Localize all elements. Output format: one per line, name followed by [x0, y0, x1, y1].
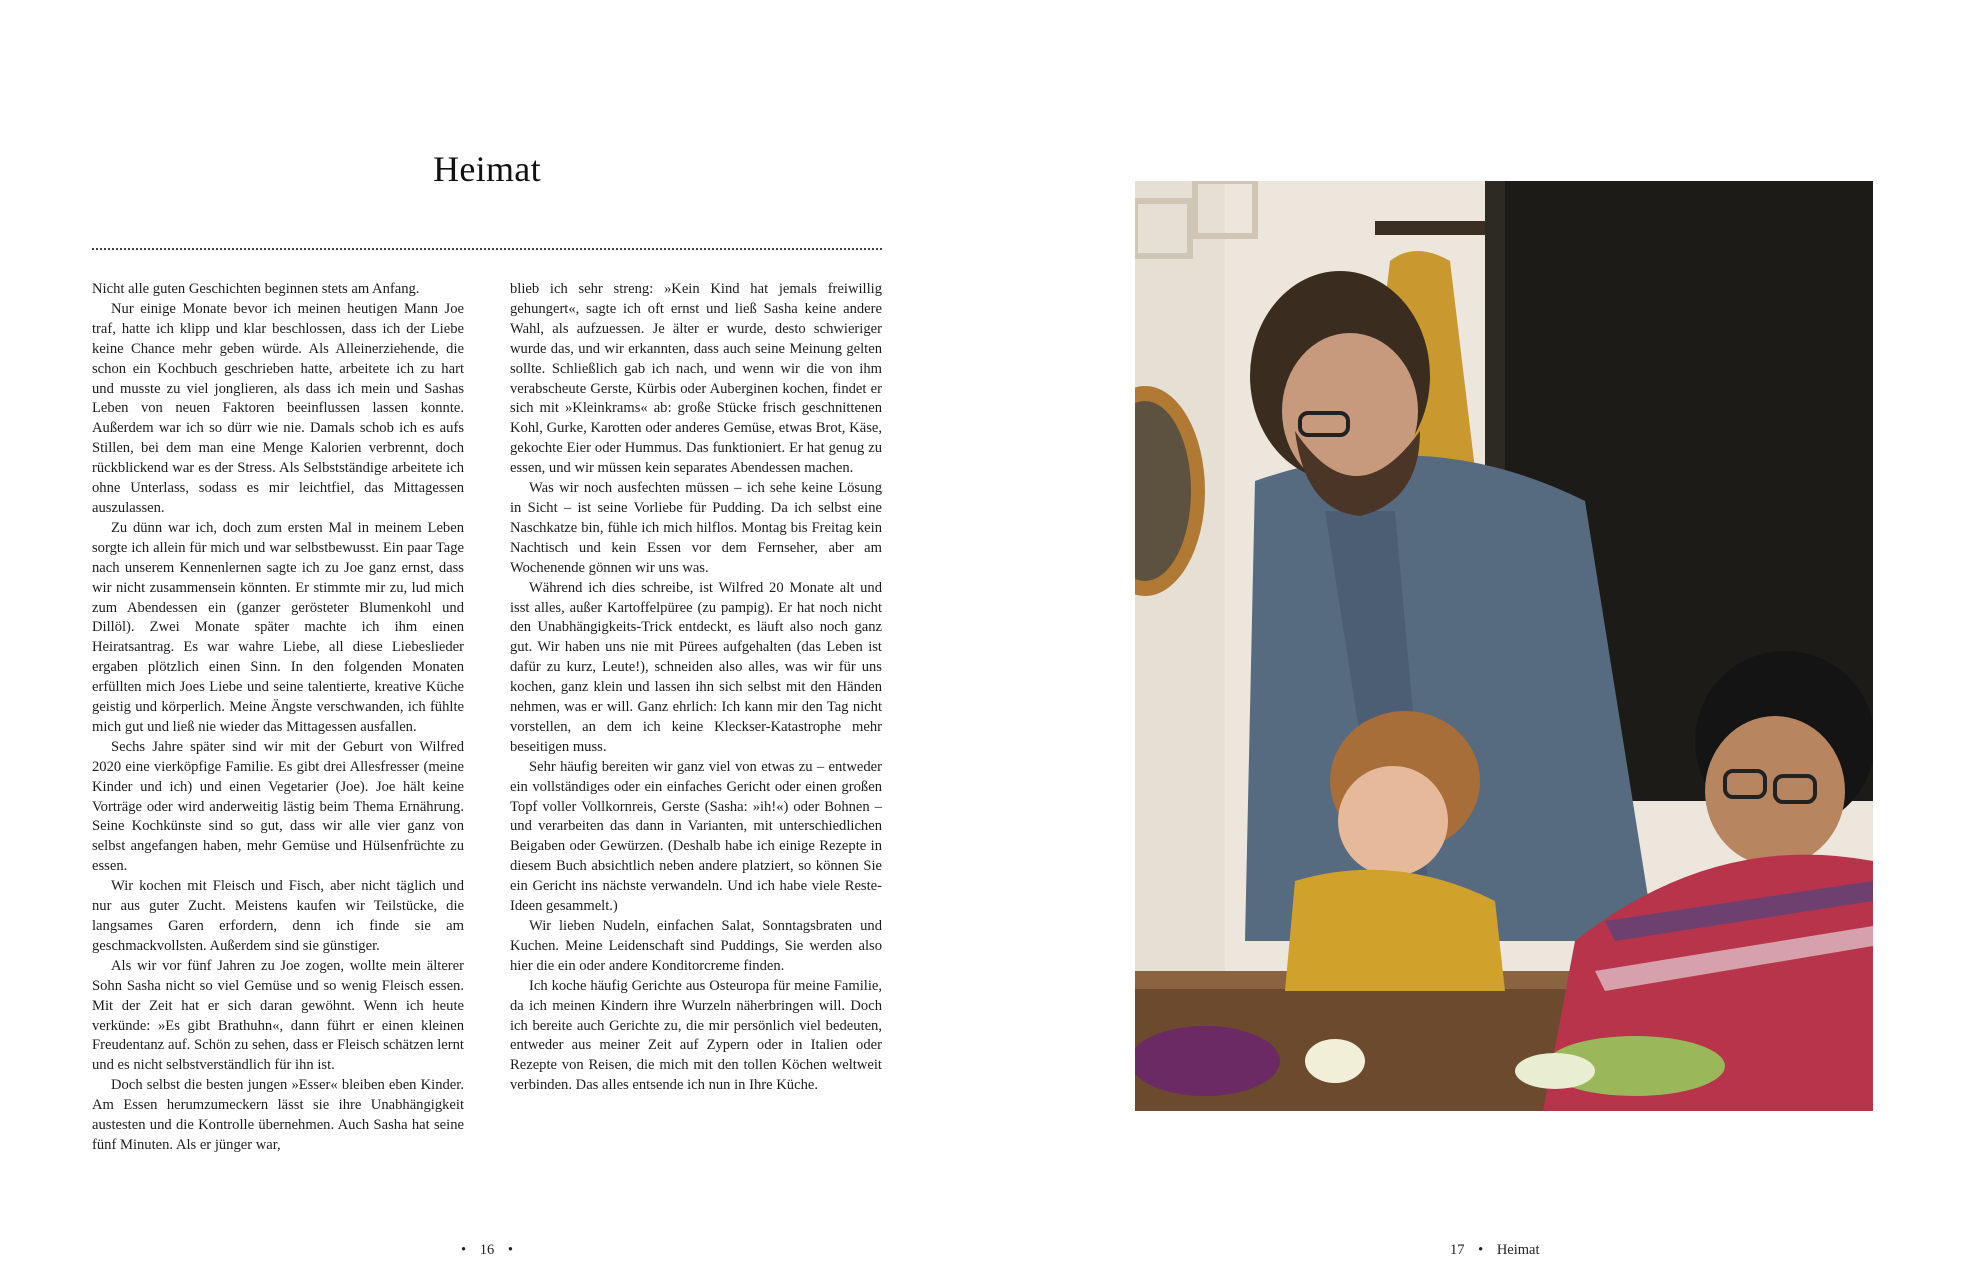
page-number: 17: [1450, 1242, 1465, 1258]
paragraph: Sechs Jahre später sind wir mit der Geburt von Wilfred 2020 eine vierköpfige Familie. Es gibt drei Allesfresser (meine Kinder und ich) und einen Vegetarier (Joe). Joe hält keine Vorträge oder wird anderweitig lästig beim Thema Ernährung. Seine Kochkünste sind so gut, dass wir alle vier ganz von selbst angefangen haben, mehr Gemüse und Hülsenfrüchte zu essen.: [92, 738, 464, 875]
folio-bullet: •: [1478, 1242, 1484, 1258]
page-number: 16: [479, 1242, 495, 1258]
page-title: Heimat: [433, 149, 541, 189]
paragraph: Wir kochen mit Fleisch und Fisch, aber nicht täglich und nur aus guter Zucht. Meistens kaufen wir Teilstücke, die langsames Garen erfordern, denn ich finde sie am geschmackvollsten. Außerdem sind sie günstiger.: [92, 878, 464, 954]
running-head: Heimat: [1496, 1242, 1540, 1258]
paragraph: Während ich dies schreibe, ist Wilfred 20 Monate alt und isst alles, außer Kartoffelpüree (zu pampig). Er hat noch nicht den Unabhängigkeits-Trick entdeckt, es läuft also noch ganz gut. Wir haben uns nie mit Pürees aufgehalten (das Leben ist dafür zu kurz, Leute!), schneiden also alles, was wir für uns kochen, ganz klein und lassen ihn sich selbst mit den Händen nehmen, was er will. Ganz ehrlich: Ich kann mir den Tag nicht vorstellen, an dem ich keine Kleckser-Katastrophe mehr beseitigen muss.: [510, 579, 882, 755]
paragraph: blieb ich sehr streng: »Kein Kind hat jemals freiwillig gehungert«, sagte ich oft ernst und ließ Sasha keine andere Wahl, als aufzuessen. Je älter er wurde, desto schwieriger wurde das, und wir erkannten, dass auch seine Meinung gelten sollte. Schließlich gab ich nach, und wenn wir die von ihm verabscheute Gerste, Kürbis oder Auberginen kochen, findet er sich mit »Kleinkrams« ab: große Stücke frisch geschnittenen Kohl, Gurke, Karotten oder anderes Gemüse, etwas Brot, Käse, gekochte Eier oder Hummus. Das funktioniert. Er hat genug zu essen, und wir müssen kein separates Abendessen machen.: [510, 281, 882, 477]
folio-bullet: •: [507, 1242, 513, 1258]
text-column-1: [92, 280, 464, 1156]
paragraph: Als wir vor fünf Jahren zu Joe zogen, wollte mein älterer Sohn Sasha nicht so viel Gemüse und so wenig Fleisch essen. Mit der Zeit hat er sich daran gewöhnt. Wenn ich heute verkünde: »Es gibt Brathuhn«, dann führt er einen kleinen Freudentanz auf. Schön zu sehen, dass er Fleisch schätzen lernt und es nicht selbstverständlich für ihn ist.: [92, 957, 464, 1074]
paragraph: Nicht alle guten Geschichten beginnen stets am Anfang.: [92, 281, 420, 297]
text-column-2: [510, 280, 882, 1096]
family-cooking-photo: [1135, 181, 1873, 1111]
paragraph: Nur einige Monate bevor ich meinen heutigen Mann Joe traf, hatte ich klipp und klar beschlossen, dass ich der Liebe keine Chance mehr geben würde. Als Alleinerziehende, die schon ein Kochbuch geschrieben hatte, arbeitete ich zu hart und musste zu viel jonglieren, als dass ich mein und Sashas Leben von neuen Faktoren beeinflussen lassen konnte. Außerdem war ich so dürr wie nie. Damals schob ich es aufs Stillen, bei dem man eine Menge Kalorien verbrennt, doch rückblickend war es der Stress. Als Selbstständige arbeitete ich ohne Unterlass, sodass es mir leichtfiel, das Mittagessen auszulassen.: [92, 300, 464, 516]
page-number-left: [92, 1242, 882, 1259]
dotted-rule: [92, 248, 882, 250]
folio-bullet: •: [461, 1242, 467, 1258]
right-page: [983, 0, 1967, 1280]
paragraph: Wir lieben Nudeln, einfachen Salat, Sonntagsbraten und Kuchen. Meine Leidenschaft sind Puddings, Sie werden also hier die ein oder andere Konditorcreme finden.: [510, 918, 882, 974]
photo-illustration: [1135, 181, 1873, 1111]
paragraph: Was wir noch ausfechten müssen – ich sehe keine Lösung in Sicht – ist seine Vorliebe für Pudding. Da ich selbst eine Naschkatze bin, fühle ich mich hilflos. Montag bis Freitag kein Nachtisch und kein Essen vor dem Fernseher, aber am Wochenende gönnen wir uns was.: [510, 480, 882, 576]
paragraph: Sehr häufig bereiten wir ganz viel von etwas zu – entweder ein vollständiges oder ein einfaches Gericht oder einen großen Topf voller Vollkornreis, Gerste (Sasha: »ih!«) oder Bohnen – und verarbeiten das dann in Varianten, mit unterschiedlichen Beigaben oder Gewürzen. (Deshalb habe ich einige Rezepte in diesem Buch absichtlich neben andere platziert, so können Sie ein Gericht ins nächste verwandeln. Und ich habe viele Reste-Ideen gesammelt.): [510, 758, 882, 915]
page-number-right: [1450, 1242, 1540, 1259]
paragraph: Doch selbst die besten jungen »Esser« bleiben eben Kinder. Am Essen herumzumeckern lässt sie ihre Unabhängigkeit austesten und die Kontrolle übernehmen. Auch Sasha hat seine fünf Minuten. Als er jünger war,: [92, 1077, 464, 1153]
paragraph: Ich koche häufig Gerichte aus Osteuropa für meine Familie, da ich meinen Kindern ihre Wurzeln näherbringen will. Doch ich bereite auch Gerichte zu, die mir persönlich viel bedeuten, entweder aus meiner Zeit auf Zypern oder in Italien oder Rezepte von Reisen, die mich mit den tollen Köchen weltweit verbinden. Das alles entsende ich nun in Ihre Küche.: [510, 977, 882, 1094]
left-page: [0, 0, 983, 1280]
paragraph: Zu dünn war ich, doch zum ersten Mal in meinem Leben sorgte ich allein für mich und war selbstbewusst. Ein paar Tage nach unserem Kennenlernen sagte ich zu Joe ganz ernst, dass wir nicht zusammensein könnten. Er stimmte mir zu, lud mich zum Abendessen ein (ganzer gerösteter Blumenkohl und Dillöl). Zwei Monate später machte ich ihm einen Heiratsantrag. Es war wahre Liebe, all diese Liebeslieder ergaben plötzlich einen Sinn. In den folgenden Monaten erfüllten mich Joes Liebe und seine talentierte, kreative Küche geistig und körperlich. Meine Ängste verschwanden, ich fühlte mich gut und ließ nie wieder das Mittagessen ausfallen.: [92, 519, 464, 735]
